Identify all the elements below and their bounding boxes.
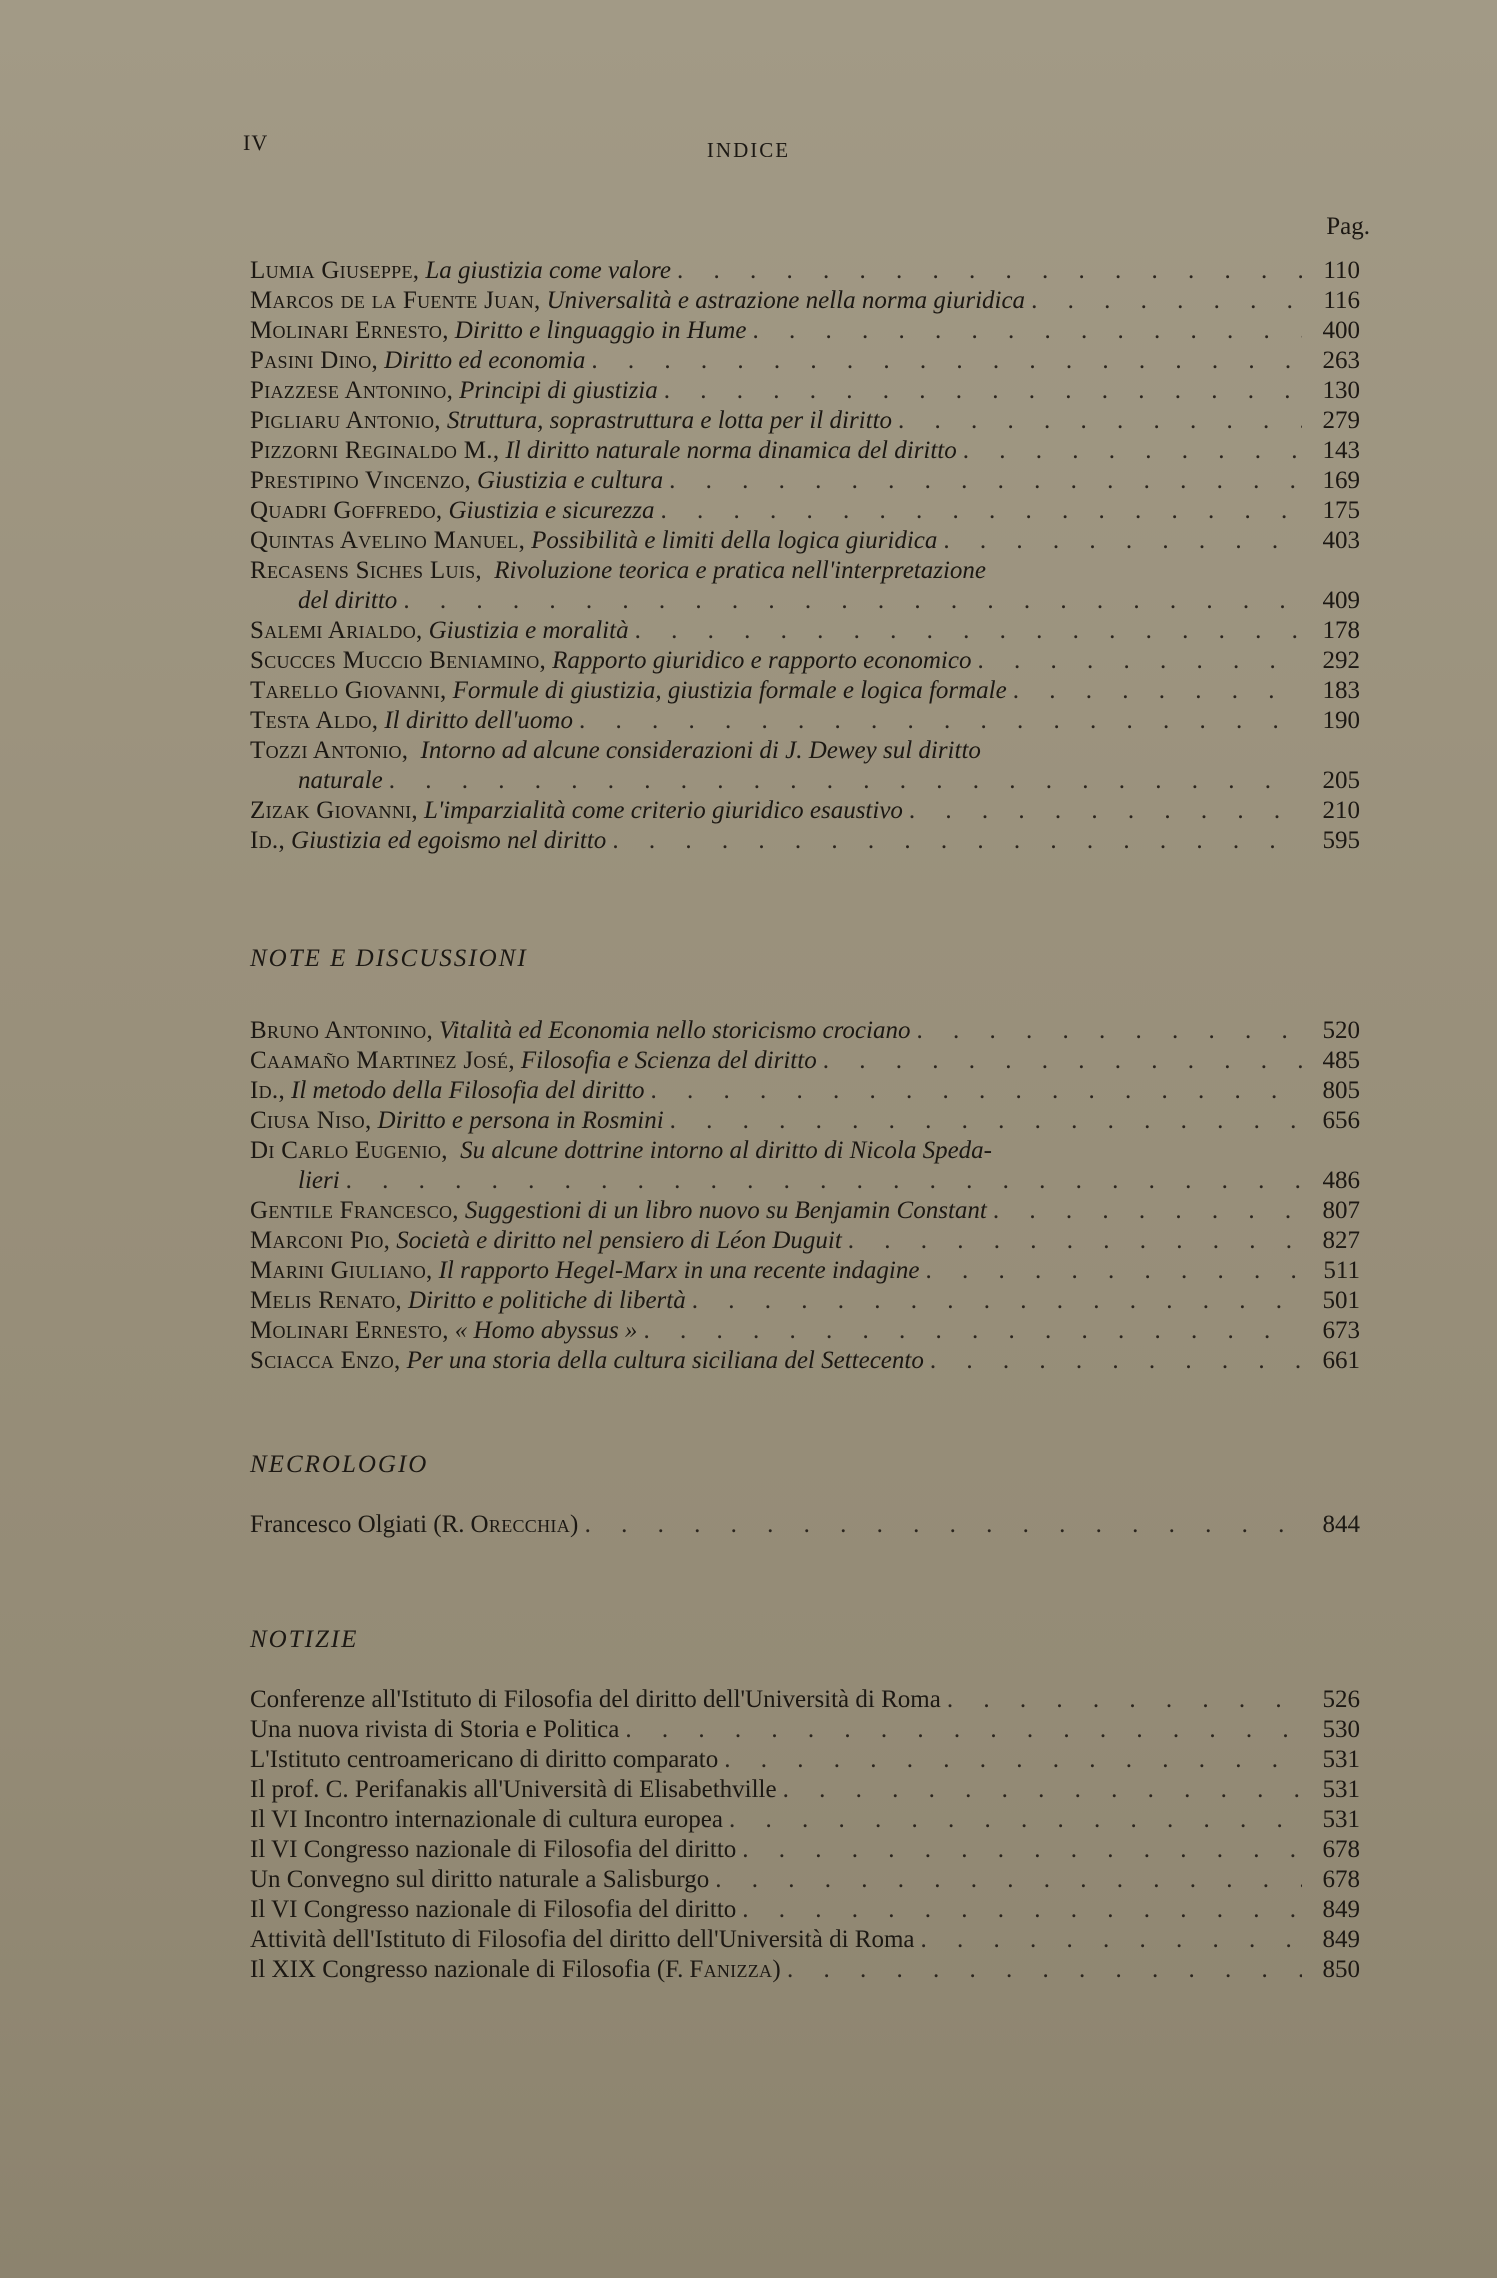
entry-title: Il rapporto Hegel-Marx in una recente indagine	[438, 1257, 920, 1284]
leader-dots	[823, 1046, 1302, 1076]
entry-title: Struttura, soprastruttura e lotta per il diritto	[446, 407, 893, 434]
entry-title: Rapporto giuridico e rapporto economico	[552, 647, 972, 674]
leader-dots	[916, 1016, 1302, 1046]
entry-title: « Homo abyssus »	[454, 1317, 638, 1344]
leader-dots	[943, 526, 1302, 556]
entry-title: Giustizia ed egoismo nel diritto	[291, 827, 607, 854]
entry-text: Il VI Congresso nazionale di Filosofia del diritto	[250, 1896, 737, 1923]
entry-author: Orecchia)	[470, 1511, 579, 1538]
leader-dots	[1013, 676, 1302, 706]
leader-dots	[403, 586, 1302, 616]
leader-dots	[977, 646, 1302, 676]
entry-page: 656	[1322, 1107, 1360, 1134]
entry-page: 190	[1322, 707, 1360, 734]
entry-title: Intorno ad alcune considerazioni di J. Dewey sul diritto	[420, 737, 981, 764]
note-e-discussioni-list	[250, 1016, 1360, 1376]
entry-page: 511	[1323, 1257, 1360, 1284]
index-entry	[250, 616, 1360, 646]
entry-title-continued: del diritto	[298, 587, 398, 614]
entry-title: Il diritto dell'uomo	[384, 707, 573, 734]
entry-author: Molinari Ernesto,	[250, 1317, 449, 1344]
entry-author: Testa Aldo,	[250, 707, 379, 734]
entry-page: 143	[1322, 437, 1360, 464]
leader-dots	[585, 1510, 1302, 1540]
leader-dots	[669, 466, 1302, 496]
leader-dots	[346, 1166, 1302, 1196]
index-entry	[250, 1046, 1360, 1076]
entry-title: Universalità e astrazione nella norma giuridica	[546, 287, 1026, 314]
index-entry	[250, 1256, 1360, 1286]
index-entry	[250, 826, 1360, 856]
entry-author: Marcos de la Fuente Juan,	[250, 287, 541, 314]
entry-page: 205	[1322, 767, 1360, 794]
entry-page: 849	[1322, 1896, 1360, 1923]
entry-author: Molinari Ernesto,	[250, 317, 449, 344]
index-entry	[250, 526, 1360, 556]
leader-dots	[612, 826, 1302, 856]
entry-author: Fanizza)	[689, 1956, 781, 1983]
index-entry	[250, 556, 1360, 616]
entry-author: Marconi Pio,	[250, 1227, 391, 1254]
index-entry	[250, 1835, 1360, 1865]
entry-text: Un Convegno sul diritto naturale a Salisburgo	[250, 1866, 710, 1893]
index-entry	[250, 1510, 1360, 1540]
index-entry	[250, 1805, 1360, 1835]
entry-author: Gentile Francesco,	[250, 1197, 459, 1224]
index-entry	[250, 1775, 1360, 1805]
leader-dots	[925, 1256, 1302, 1286]
index-entry	[250, 376, 1360, 406]
entry-title: L'imparzialità come criterio giuridico esaustivo	[423, 797, 903, 824]
entry-author: Recasens Siches Luis,	[250, 557, 482, 584]
entry-author: Di Carlo Eugenio,	[250, 1137, 448, 1164]
entry-title: Vitalità ed Economia nello storicismo crociano	[439, 1017, 911, 1044]
leader-dots	[783, 1775, 1302, 1805]
index-entry	[250, 1016, 1360, 1046]
leader-dots	[650, 1076, 1302, 1106]
entry-page: 178	[1322, 617, 1360, 644]
entry-page: 485	[1322, 1047, 1360, 1074]
entry-page: 531	[1322, 1776, 1360, 1803]
entry-page: 169	[1322, 467, 1360, 494]
leader-dots	[993, 1196, 1302, 1226]
entry-page: 531	[1322, 1746, 1360, 1773]
section-heading-note-e-discussioni: NOTE E DISCUSSIONI	[250, 945, 528, 972]
index-entry	[250, 1346, 1360, 1376]
entry-title: Società e diritto nel pensiero di Léon Duguit	[396, 1227, 842, 1254]
entry-title: Il diritto naturale norma dinamica del diritto	[505, 437, 957, 464]
section-heading-necrologio: NECROLOGIO	[250, 1451, 429, 1478]
index-entry	[250, 706, 1360, 736]
entry-text: Il VI Congresso nazionale di Filosofia del diritto	[250, 1836, 737, 1863]
entry-author: Scucces Muccio Beniamino,	[250, 647, 547, 674]
entry-page: 110	[1323, 257, 1360, 284]
entry-text: Conferenze all'Istituto di Filosofia del diritto dell'Università di Roma	[250, 1686, 941, 1713]
index-entry	[250, 496, 1360, 526]
leader-dots	[909, 796, 1302, 826]
leader-dots	[670, 1106, 1302, 1136]
index-list	[250, 256, 1360, 856]
leader-dots	[715, 1865, 1302, 1895]
index-entry	[250, 796, 1360, 826]
leader-dots	[898, 406, 1302, 436]
entry-page: 673	[1322, 1317, 1360, 1344]
leader-dots	[692, 1286, 1302, 1316]
entry-page: 116	[1323, 287, 1360, 314]
leader-dots	[1031, 286, 1302, 316]
entry-author: Id.,	[250, 827, 286, 854]
index-entry	[250, 1685, 1360, 1715]
index-entry	[250, 1715, 1360, 1745]
entry-author: Tozzi Antonio,	[250, 737, 409, 764]
running-head: INDICE	[706, 138, 791, 162]
entry-title: Principi di giustizia	[459, 377, 658, 404]
entry-author: Bruno Antonino,	[250, 1017, 434, 1044]
entry-page: 827	[1322, 1227, 1360, 1254]
index-entry	[250, 346, 1360, 376]
entry-author: Zizak Giovanni,	[250, 797, 418, 824]
entry-author: Pizzorni Reginaldo M.,	[250, 437, 500, 464]
entry-page: 501	[1322, 1287, 1360, 1314]
entry-title: Giustizia e cultura	[477, 467, 664, 494]
entry-page: 844	[1322, 1511, 1360, 1538]
leader-dots	[930, 1346, 1302, 1376]
entry-title: La giustizia come valore	[425, 257, 671, 284]
index-entry	[250, 736, 1360, 796]
leader-dots	[787, 1955, 1302, 1985]
index-entry	[250, 316, 1360, 346]
leader-dots	[921, 1925, 1303, 1955]
entry-author: Quintas Avelino Manuel,	[250, 527, 526, 554]
entry-text: L'Istituto centroamericano di diritto comparato	[250, 1746, 719, 1773]
leader-dots	[729, 1805, 1302, 1835]
entry-title: Suggestioni di un libro nuovo su Benjamin Constant	[464, 1197, 987, 1224]
leader-dots	[742, 1895, 1302, 1925]
entry-page: 530	[1322, 1716, 1360, 1743]
entry-page: 520	[1322, 1017, 1360, 1044]
entry-author: Lumia Giuseppe,	[250, 257, 420, 284]
entry-title: Possibilità e limiti della logica giuridica	[531, 527, 938, 554]
entry-title: Su alcune dottrine intorno al diritto di Nicola Speda-	[460, 1137, 993, 1164]
leader-dots	[963, 436, 1302, 466]
leader-dots	[724, 1745, 1302, 1775]
entry-title: Diritto ed economia	[384, 347, 586, 374]
entry-text: Il VI Incontro internazionale di cultura europea	[250, 1806, 723, 1833]
index-entry	[250, 406, 1360, 436]
entry-page: 175	[1322, 497, 1360, 524]
entry-title: Giustizia e moralità	[428, 617, 629, 644]
entry-page: 805	[1322, 1077, 1360, 1104]
entry-title: Giustizia e sicurezza	[448, 497, 655, 524]
leader-dots	[625, 1715, 1302, 1745]
leader-dots	[664, 376, 1302, 406]
entry-page: 400	[1322, 317, 1360, 344]
entry-title-continued: lieri	[298, 1167, 340, 1194]
entry-title: Per una storia della cultura siciliana del Settecento	[406, 1347, 924, 1374]
index-entry	[250, 1136, 1360, 1196]
index-entry	[250, 1895, 1360, 1925]
entry-page: 661	[1322, 1347, 1360, 1374]
leader-dots	[389, 766, 1302, 796]
entry-title: Diritto e politiche di libertà	[407, 1287, 686, 1314]
entry-page: 807	[1322, 1197, 1360, 1224]
index-entry	[250, 1076, 1360, 1106]
leader-dots	[643, 1316, 1302, 1346]
entry-title: Diritto e linguaggio in Hume	[454, 317, 747, 344]
entry-page: 130	[1322, 377, 1360, 404]
entry-author: Pasini Dino,	[250, 347, 379, 374]
index-entry	[250, 676, 1360, 706]
leader-dots	[591, 346, 1302, 376]
entry-page: 263	[1322, 347, 1360, 374]
index-entry	[250, 286, 1360, 316]
pag-column-label: Pag.	[1326, 213, 1370, 240]
entry-author: Melis Renato,	[250, 1287, 402, 1314]
entry-page: 403	[1322, 527, 1360, 554]
entry-page: 183	[1322, 677, 1360, 704]
entry-page: 678	[1322, 1866, 1360, 1893]
index-entry	[250, 256, 1360, 286]
leader-dots	[677, 256, 1302, 286]
index-entry	[250, 1286, 1360, 1316]
leader-dots	[635, 616, 1302, 646]
entry-text: Attività dell'Istituto di Filosofia del diritto dell'Università di Roma	[250, 1926, 915, 1953]
entry-page: 678	[1322, 1836, 1360, 1863]
index-entry	[250, 1196, 1360, 1226]
entry-text: Francesco Olgiati (R.	[250, 1511, 465, 1538]
index-entry	[250, 1226, 1360, 1256]
index-entry	[250, 1745, 1360, 1775]
section-heading-notizie: NOTIZIE	[250, 1626, 359, 1653]
entry-page: 849	[1322, 1926, 1360, 1953]
leader-dots	[660, 496, 1302, 526]
entry-author: Prestipino Vincenzo,	[250, 467, 471, 494]
entry-author: Salemi Arialdo,	[250, 617, 423, 644]
page-number: IV	[243, 130, 269, 155]
entry-author: Sciacca Enzo,	[250, 1347, 401, 1374]
entry-author: Quadri Goffredo,	[250, 497, 443, 524]
entry-author: Tarello Giovanni,	[250, 677, 447, 704]
index-entry	[250, 1955, 1360, 1985]
entry-text: Il prof. C. Perifanakis all'Università di Elisabethville	[250, 1776, 777, 1803]
entry-author: Id.,	[250, 1077, 286, 1104]
leader-dots	[848, 1226, 1302, 1256]
index-entry	[250, 436, 1360, 466]
index-entry	[250, 1865, 1360, 1895]
entry-author: Caamaño Martinez José,	[250, 1047, 515, 1074]
entry-text: Una nuova rivista di Storia e Politica	[250, 1716, 620, 1743]
entry-title: Diritto e persona in Rosmini	[377, 1107, 664, 1134]
leader-dots	[947, 1685, 1302, 1715]
index-entry	[250, 1106, 1360, 1136]
entry-title: Formule di giustizia, giustizia formale e logica formale	[452, 677, 1007, 704]
entry-page: 292	[1322, 647, 1360, 674]
entry-page: 526	[1322, 1686, 1360, 1713]
necrologio-list	[250, 1510, 1360, 1540]
leader-dots	[752, 316, 1302, 346]
leader-dots	[579, 706, 1302, 736]
entry-page: 210	[1322, 797, 1360, 824]
index-entry	[250, 1316, 1360, 1346]
entry-author: Pigliaru Antonio,	[250, 407, 441, 434]
entry-text: Il XIX Congresso nazionale di Filosofia (F.	[250, 1956, 684, 1983]
index-entry	[250, 646, 1360, 676]
entry-title: Filosofia e Scienza del diritto	[520, 1047, 817, 1074]
entry-author: Ciusa Niso,	[250, 1107, 372, 1134]
index-entry	[250, 466, 1360, 496]
entry-title: Rivoluzione teorica e pratica nell'interpretazione	[494, 557, 987, 584]
entry-page: 486	[1322, 1167, 1360, 1194]
entry-page: 531	[1322, 1806, 1360, 1833]
entry-title-continued: naturale	[298, 767, 383, 794]
index-entry	[250, 1925, 1360, 1955]
entry-page: 850	[1322, 1956, 1360, 1983]
entry-author: Marini Giuliano,	[250, 1257, 433, 1284]
entry-page: 279	[1322, 407, 1360, 434]
entry-author: Piazzese Antonino,	[250, 377, 454, 404]
entry-title: Il metodo della Filosofia del diritto	[291, 1077, 645, 1104]
notizie-list	[250, 1685, 1360, 1985]
leader-dots	[742, 1835, 1302, 1865]
entry-page: 409	[1322, 587, 1360, 614]
entry-page: 595	[1322, 827, 1360, 854]
